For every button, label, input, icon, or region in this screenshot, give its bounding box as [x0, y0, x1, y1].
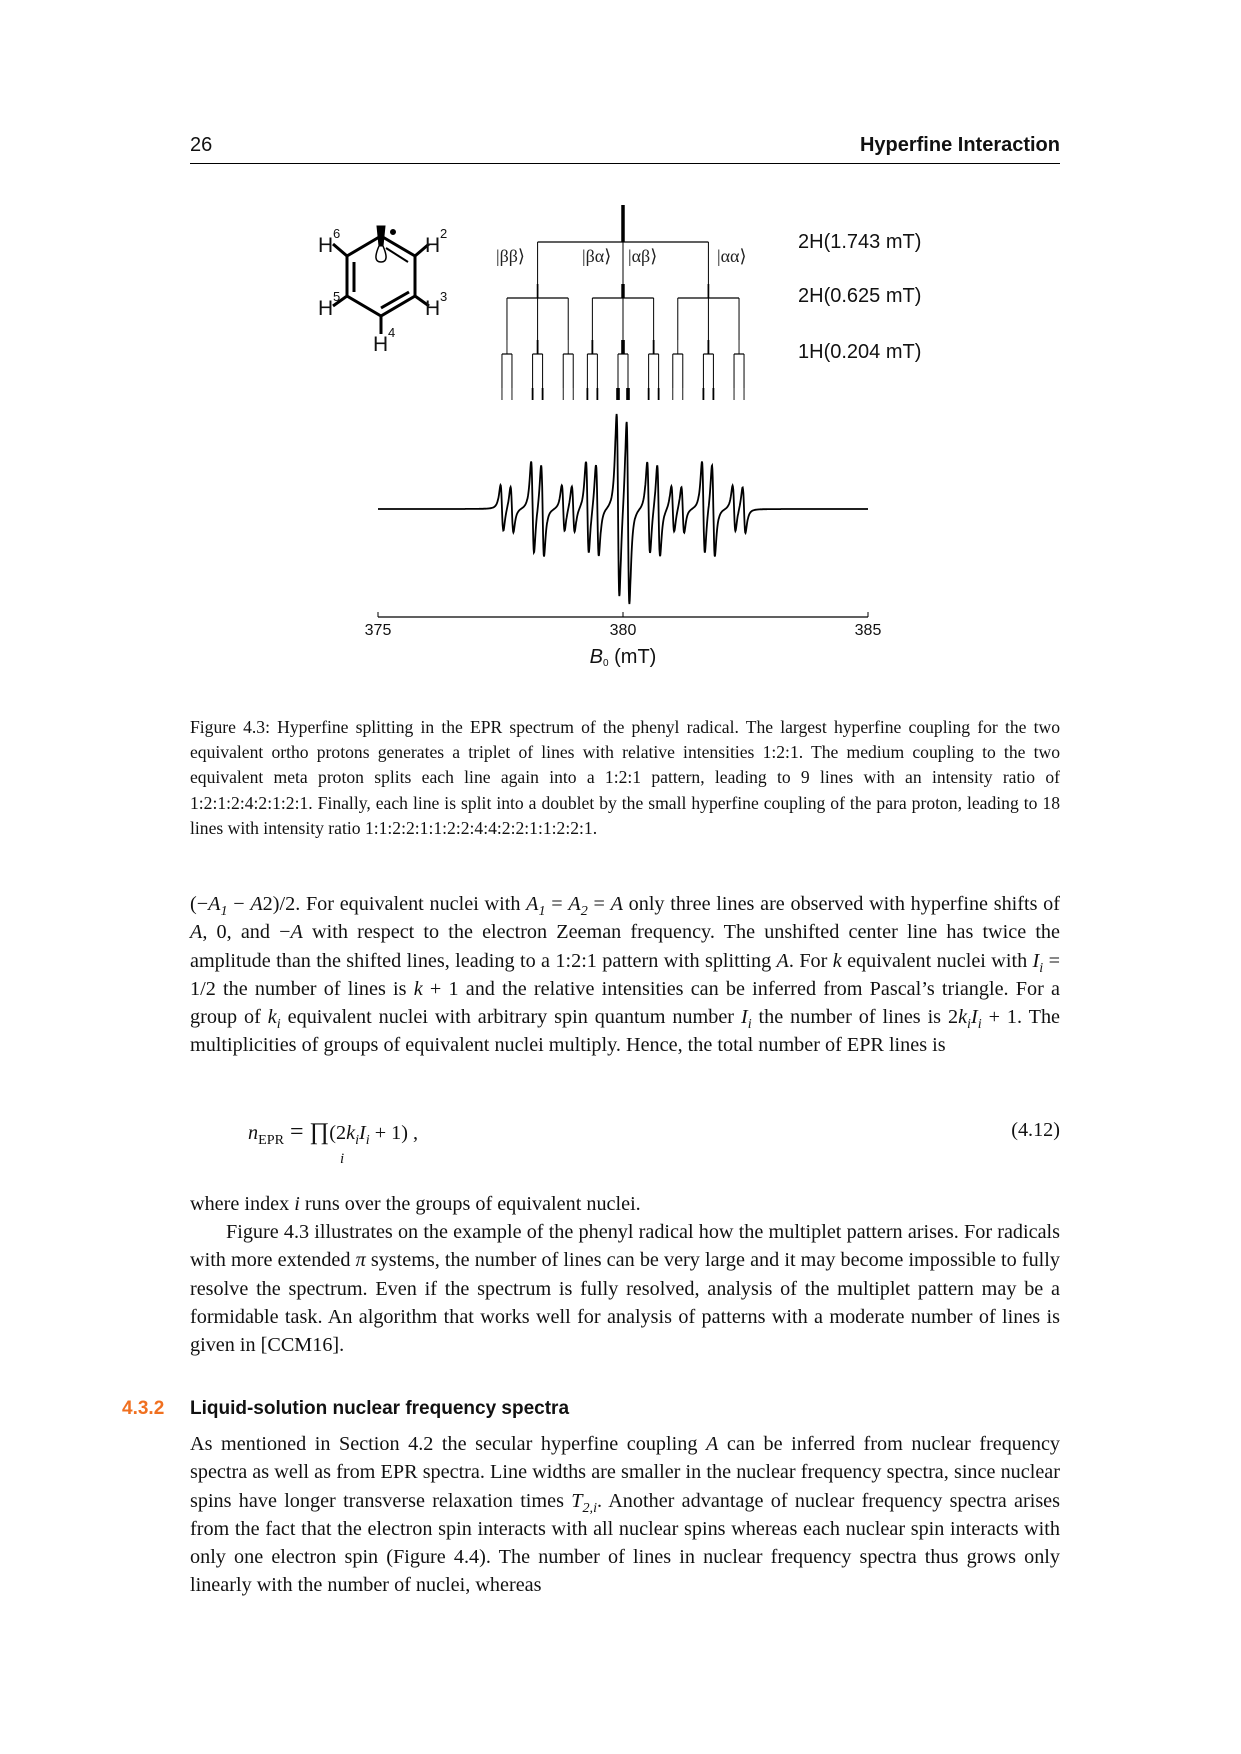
- figure-4-3: [0, 0, 1241, 700]
- eq-var: I: [359, 1122, 366, 1144]
- text-run: + 1 and the relative intensities can be inferred from Pascal’s triangle. For a group of: [190, 977, 1060, 1029]
- text-run: , 0, and −: [202, 921, 291, 944]
- text-run: . For: [788, 949, 833, 972]
- running-header-title: Hyperfine Interaction: [859, 134, 1060, 156]
- text-run: equivalent nuclei with: [841, 949, 1033, 972]
- section-title: Liquid-solution nuclear frequency spectra: [190, 1398, 570, 1419]
- label-h: H: [425, 297, 441, 320]
- orbital-lobe: [377, 226, 385, 246]
- eq-lhs: n: [248, 1122, 259, 1144]
- math-symbol: k: [413, 977, 423, 1000]
- label-h: H: [318, 297, 334, 320]
- math-symbol: i: [294, 1193, 300, 1215]
- text-run: can be inferred from nuclear frequency spectra as well as from EPR spectra. Line widths are smaller in the nuclear frequency spectra, since nuclear spins have longer transverse relaxation times: [190, 1433, 1060, 1512]
- coupling-label-ortho: 2H(1.743 mT): [798, 231, 922, 253]
- eq-product-index: i: [340, 1151, 345, 1167]
- paragraph: [190, 1190, 1060, 1218]
- text-run: the number of lines is 2: [751, 1006, 959, 1029]
- math-symbol: k: [958, 1006, 968, 1029]
- eq-sub: i: [355, 1132, 360, 1149]
- math-subscript: 1: [220, 903, 228, 920]
- text-run: with respect to the electron Zeeman frequency. The unshifted center line has twice the amplitude than the shifted lines, leading to a 1:2:1 pattern with splitting: [190, 921, 1060, 972]
- section-heading: [122, 1398, 569, 1420]
- label-superscript: 5: [333, 289, 341, 304]
- text-run: + 1. The multiplicities of groups of equivalent nuclei multiply. Hence, the total number of EPR lines is: [190, 1006, 1061, 1057]
- x-axis-unit: (mT): [608, 646, 657, 668]
- eq-var: k: [346, 1122, 356, 1144]
- equation-4-12: [190, 1115, 1060, 1175]
- text-run: . Another advantage of nuclear frequency spectra arises from the fact that the electron spin interacts with all nuclear spins whereas each nuclear spin interacts with only one electron spin (Figure 4.4). The number of lines in nuclear frequency spectra thus grows only linearly with the number of nuclei, whereas: [190, 1489, 1060, 1597]
- state-label-beta-beta: |ββ⟩: [496, 246, 525, 266]
- math-symbol: k: [267, 1006, 277, 1029]
- text-run: 2)/2. For equivalent nuclei with: [262, 893, 527, 915]
- math-symbol: A: [568, 893, 581, 915]
- math-subscript: 1: [538, 903, 546, 920]
- math-symbol: A: [706, 1433, 719, 1455]
- paragraph: [190, 890, 1060, 1060]
- math-symbol: T: [571, 1489, 583, 1512]
- text-run: (−: [190, 893, 209, 915]
- orbital-lobe: [376, 246, 386, 262]
- text-run: equivalent nuclei with arbitrary spin quantum number: [280, 1006, 741, 1029]
- math-subscript: i: [747, 1016, 752, 1033]
- text-run: Figure 4.3 illustrates on the example of the phenyl radical how the multiplet pattern arises. For radicals with more extended: [190, 1221, 1060, 1272]
- text-run: =: [545, 893, 569, 915]
- text-run: = 1/2 the number of lines is: [190, 949, 1060, 1000]
- math-symbol: A: [208, 893, 221, 915]
- math-symbol: A: [190, 921, 203, 944]
- eq-sub: i: [365, 1132, 370, 1149]
- equation-number: (4.12): [1011, 1119, 1060, 1141]
- section-number: 4.3.2: [122, 1398, 165, 1419]
- eq-lhs-sub: EPR: [258, 1132, 284, 1149]
- page-number: 26: [190, 134, 213, 156]
- splitting-stick-diagram: [502, 205, 744, 400]
- caption-label: Figure 4.3:: [190, 717, 270, 737]
- math-symbol: k: [832, 949, 842, 972]
- math-symbol: A: [610, 893, 623, 915]
- math-symbol: A: [776, 949, 789, 972]
- math-symbol: A: [526, 893, 539, 915]
- x-axis-symbol: B: [589, 646, 604, 668]
- eq-text: (2: [329, 1122, 347, 1144]
- label-superscript: 2: [440, 226, 448, 241]
- radical-dot: [392, 231, 395, 234]
- benzene-ring: [347, 236, 415, 316]
- label-superscript: 4: [388, 325, 396, 340]
- math-symbol: I: [740, 1006, 748, 1029]
- text-run: −: [227, 893, 251, 915]
- label-h: H: [373, 333, 389, 356]
- math-subscript: i: [1039, 959, 1044, 976]
- state-label-alpha-beta: |αβ⟩: [628, 246, 658, 266]
- state-label-alpha-alpha: |αα⟩: [717, 246, 747, 266]
- text-run: As mentioned in Section 4.2 the secular hyperfine coupling: [190, 1433, 706, 1455]
- math-subscript: 2,i: [582, 1499, 597, 1516]
- bond-h6: [333, 244, 347, 256]
- text-run: =: [587, 893, 611, 915]
- text-run: systems, the number of lines can be very large and it may become impossible to fully resolve the spectrum. Even if the spectrum is fully resolved, analysis of the multiplet pattern may be a formidable task. An algorithm that works well for analysis of patterns with a moderate number of lines is given in [CCM16].: [190, 1249, 1060, 1357]
- x-axis-subscript: 0: [603, 658, 609, 669]
- equation-body: [248, 1119, 419, 1149]
- epr-spectrum-trace: [378, 414, 868, 604]
- math-subscript: 2: [580, 903, 588, 920]
- math-subscript: i: [276, 1016, 281, 1033]
- text-run: runs over the groups of equivalent nuclei.: [299, 1193, 641, 1215]
- coupling-label-para: 1H(0.204 mT): [798, 341, 922, 363]
- figure-caption: [190, 715, 1060, 841]
- label-h: H: [318, 234, 334, 257]
- label-superscript: 6: [333, 226, 341, 241]
- eq-product: = ∏: [284, 1119, 330, 1145]
- math-symbol: I: [970, 1006, 978, 1029]
- math-subscript: i: [967, 1016, 971, 1033]
- x-tick-label: 375: [364, 622, 392, 639]
- math-symbol: I: [1032, 949, 1040, 972]
- label-h: H: [425, 234, 441, 257]
- x-axis: [365, 612, 882, 669]
- math-symbol: A: [250, 893, 263, 915]
- phenyl-radical-structure: [318, 226, 447, 356]
- x-tick-label: 385: [854, 622, 882, 639]
- eq-text: + 1) ,: [369, 1122, 419, 1144]
- x-axis-label: [590, 646, 657, 669]
- math-symbol: A: [290, 921, 303, 944]
- double-bond: [381, 292, 409, 308]
- caption-text: Hyperfine splitting in the EPR spectrum of the phenyl radical. The largest hyperfine coupling for the two equivalent ortho protons generates a triplet of lines with relative intensities 1:2:1. The medium coupling to the two equivalent meta proton splits each line again into a 1:2:1 pattern, leading to 9 lines with an intensity ratio of 1:2:1:2:4:2:1:2:1. Finally, each line is split into a doublet by the small hyperfine coupling of the para proton, leading to 18 lines with intensity ratio 1:1:2:2:1:1:2:2:4:4:2:2:1:1:2:2:1.: [190, 717, 1060, 838]
- text-run: only three lines are observed with hyperfine shifts of: [622, 893, 1060, 915]
- coupling-label-meta: 2H(0.625 mT): [798, 285, 922, 307]
- paragraph: [190, 1218, 1060, 1359]
- state-label-beta-alpha: |βα⟩: [582, 246, 612, 266]
- label-superscript: 3: [440, 289, 448, 304]
- math-subscript: i: [977, 1016, 982, 1033]
- text-run: where index: [190, 1193, 295, 1215]
- x-tick-label: 380: [609, 622, 637, 639]
- paragraph: [190, 1430, 1060, 1600]
- math-symbol: π: [355, 1249, 366, 1272]
